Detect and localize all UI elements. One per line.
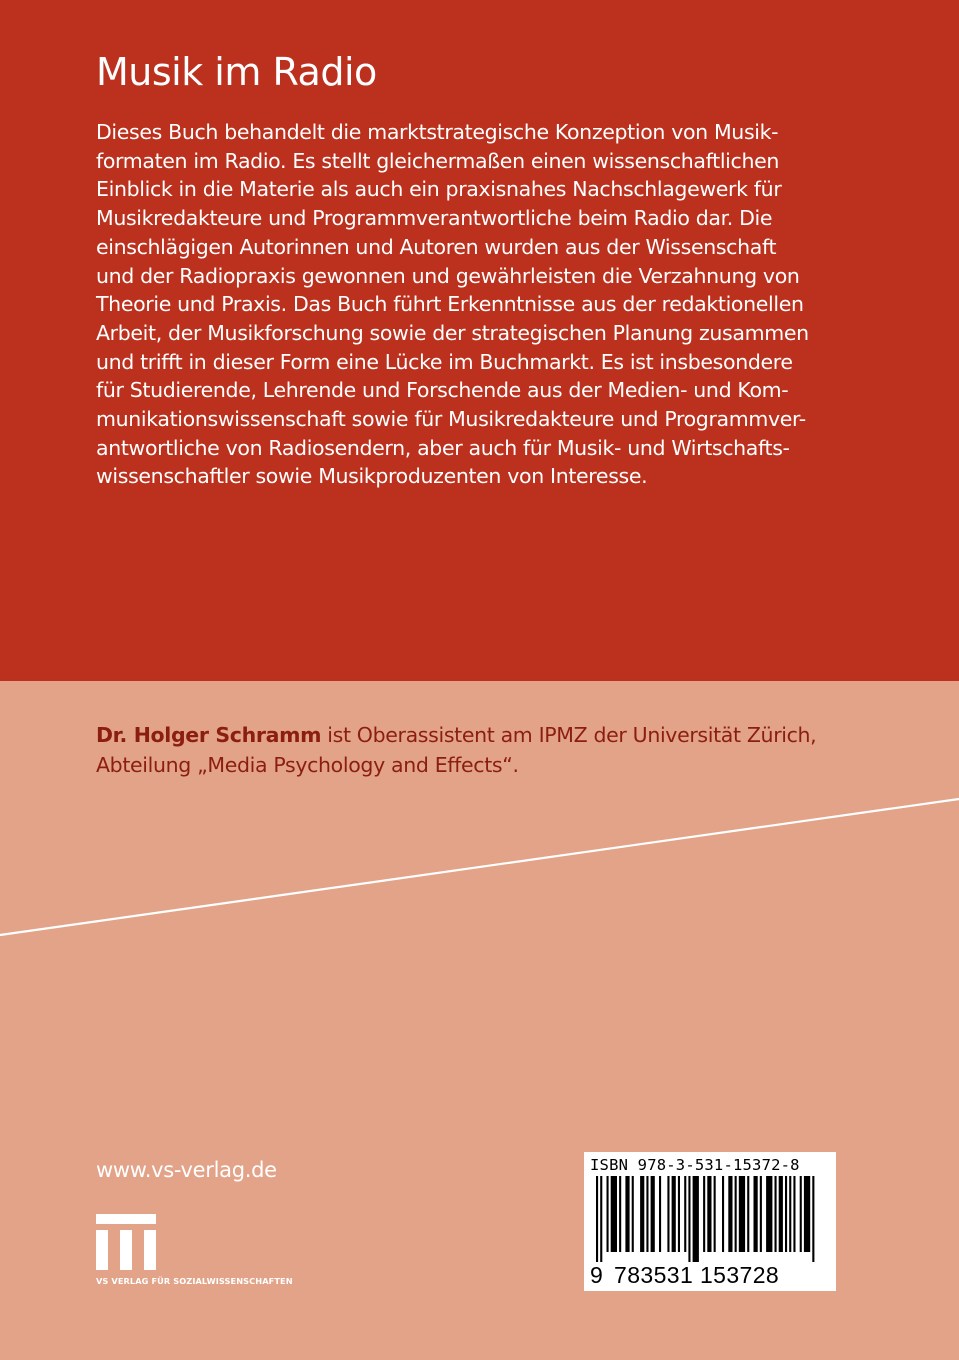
barcode-bar xyxy=(714,1176,716,1252)
author-bio xyxy=(96,720,886,780)
barcode-bar xyxy=(703,1176,705,1252)
barcode-bar xyxy=(632,1176,634,1252)
barcode-bar xyxy=(611,1176,617,1252)
barcode-bar xyxy=(804,1176,810,1252)
barcode-bar xyxy=(659,1176,661,1252)
barcode-bar xyxy=(667,1176,669,1252)
barcode-bar xyxy=(785,1176,787,1252)
barcode-bar xyxy=(722,1176,724,1252)
barcode-bar xyxy=(672,1176,676,1252)
author-name: Dr. Holger Schramm xyxy=(96,723,322,747)
barcode-bar xyxy=(607,1176,609,1252)
barcode-bar xyxy=(688,1176,690,1262)
description-line: für Studierende, Lehrende und Forschende aus der Medien- und Kom- xyxy=(96,378,789,403)
barcode-bar xyxy=(707,1176,711,1252)
barcode-bar xyxy=(793,1176,795,1252)
barcode-bar xyxy=(619,1176,621,1252)
description-line: und der Radiopraxis gewonnen und gewährleisten die Verzahnung von xyxy=(96,263,800,288)
barcode-bar xyxy=(812,1176,814,1262)
barcode-bar xyxy=(775,1176,777,1252)
description-line: wissenschaftler sowie Musikproduzenten von Interesse. xyxy=(96,464,648,489)
barcode-bar xyxy=(735,1176,737,1252)
description-line: Theorie und Praxis. Das Buch führt Erkenntnisse aus der redaktionellen xyxy=(96,292,804,317)
barcode-bar xyxy=(684,1176,686,1252)
description-line: und trifft in dieser Form eine Lücke im Buchmarkt. Es ist insbesondere xyxy=(96,349,793,374)
barcode-bar xyxy=(646,1176,648,1252)
barcode-bar xyxy=(739,1176,745,1252)
barcode-bar xyxy=(766,1176,772,1252)
barcode-bar xyxy=(600,1176,602,1262)
barcode-bar xyxy=(789,1176,791,1252)
publisher-website[interactable]: www.vs-verlag.de xyxy=(96,1158,277,1182)
description-line: Dieses Buch behandelt die marktstrategische Konzeption von Musik- xyxy=(96,120,779,144)
barcode-bar xyxy=(693,1176,699,1262)
barcode-bars xyxy=(590,1176,822,1262)
barcode-bar xyxy=(747,1176,749,1252)
barcode-bar xyxy=(779,1176,783,1252)
description-line: munikationswissenschaft sowie für Musikredakteure und Programmver- xyxy=(96,407,806,432)
description-line: formaten im Radio. Es stellt gleichermaßen einen wissenschaftlichen xyxy=(96,148,779,173)
book-description xyxy=(96,118,856,491)
barcode-bar xyxy=(754,1176,758,1252)
barcode-bar xyxy=(760,1176,762,1252)
description-line: Musikredakteure und Programmverantwortliche beim Radio dar. Die xyxy=(96,206,773,231)
description-line: Arbeit, der Musikforschung sowie der strategischen Planung zusammen xyxy=(96,320,809,345)
barcode-bar xyxy=(651,1176,655,1252)
author-bio-line-1 xyxy=(96,720,886,750)
barcode-bar xyxy=(728,1176,732,1252)
publisher-name: VS VERLAG FÜR SOZIALWISSENSCHAFTEN xyxy=(96,1276,293,1286)
description-line: antwortliche von Radiosendern, aber auch für Musik- und Wirtschafts- xyxy=(96,435,790,460)
barcode-bar xyxy=(800,1176,802,1252)
isbn-label: ISBN 978-3-531-15372-8 xyxy=(590,1156,800,1174)
barcode-bar xyxy=(640,1176,644,1252)
barcode-first-digit: 9 xyxy=(590,1262,603,1288)
description-line: einschlägigen Autorinnen und Autoren wurden aus der Wissenschaft xyxy=(96,234,777,259)
vs-verlag-logo-icon xyxy=(96,1214,156,1270)
author-department: Abteilung „Media Psychology and Effects“. xyxy=(96,753,519,777)
isbn-barcode xyxy=(584,1152,836,1291)
description-line: Einblick in die Materie als auch ein praxisnahes Nachschlagewerk für xyxy=(96,177,782,202)
author-affiliation: ist Oberassistent am IPMZ der Universität Zürich, xyxy=(321,723,817,747)
barcode-digits: 783531 153728 xyxy=(614,1262,780,1288)
barcode-bar xyxy=(678,1176,680,1252)
book-title: Musik im Radio xyxy=(96,50,377,94)
barcode-bar xyxy=(625,1176,629,1252)
barcode-bar xyxy=(596,1176,598,1262)
